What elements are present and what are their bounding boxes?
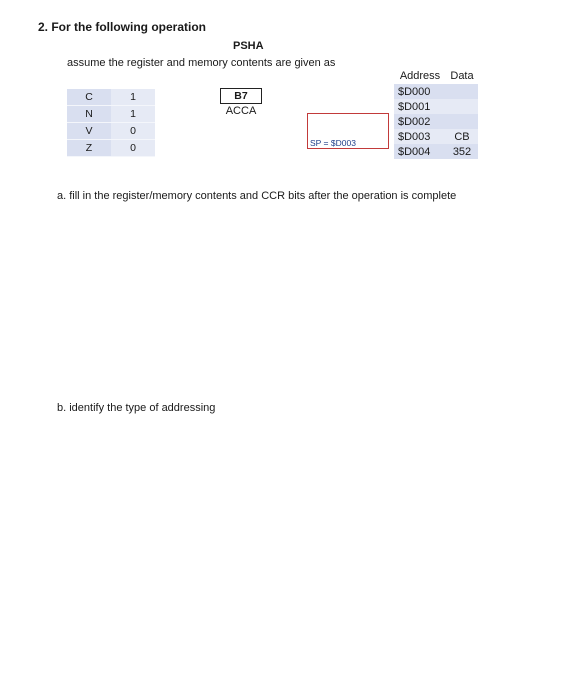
acca-value-box: B7 <box>220 88 262 104</box>
memory-address: $D000 <box>394 84 446 99</box>
memory-data <box>446 84 478 99</box>
memory-row <box>394 99 478 114</box>
ccr-flag: C <box>67 89 111 106</box>
question-title: 2. For the following operation <box>38 20 206 34</box>
data-header: Data <box>450 70 474 82</box>
memory-data <box>446 99 478 114</box>
memory-row <box>394 129 478 144</box>
memory-data: CB <box>446 129 478 144</box>
acca-label: ACCA <box>225 105 257 117</box>
ccr-row-n <box>67 106 155 123</box>
memory-address: $D001 <box>394 99 446 114</box>
ccr-flag: Z <box>67 140 111 157</box>
memory-address: $D002 <box>394 114 446 129</box>
address-header: Address <box>399 70 441 82</box>
ccr-value: 0 <box>111 140 155 157</box>
memory-address: $D004 <box>394 144 446 159</box>
ccr-value: 0 <box>111 123 155 140</box>
memory-table <box>394 68 478 159</box>
memory-row <box>394 144 478 159</box>
ccr-row-z <box>67 140 155 157</box>
part-a-question: a. fill in the register/memory contents and CCR bits after the operation is complete <box>57 190 457 202</box>
intro-text: assume the register and memory contents are given as <box>67 57 336 69</box>
memory-header-row <box>394 68 478 84</box>
ccr-row-c <box>67 89 155 106</box>
ccr-row-v <box>67 123 155 140</box>
ccr-table <box>67 89 155 157</box>
stack-pointer-text: SP = $D003 <box>310 138 356 148</box>
memory-row <box>394 84 478 99</box>
ccr-value: 1 <box>111 89 155 106</box>
memory-address: $D003 <box>394 129 446 144</box>
ccr-flag: V <box>67 123 111 140</box>
ccr-flag: N <box>67 106 111 123</box>
memory-data: 352 <box>446 144 478 159</box>
ccr-value: 1 <box>111 106 155 123</box>
part-b-question: b. identify the type of addressing <box>57 402 216 414</box>
memory-data <box>446 114 478 129</box>
operation-mnemonic: PSHA <box>233 40 264 52</box>
memory-row <box>394 114 478 129</box>
